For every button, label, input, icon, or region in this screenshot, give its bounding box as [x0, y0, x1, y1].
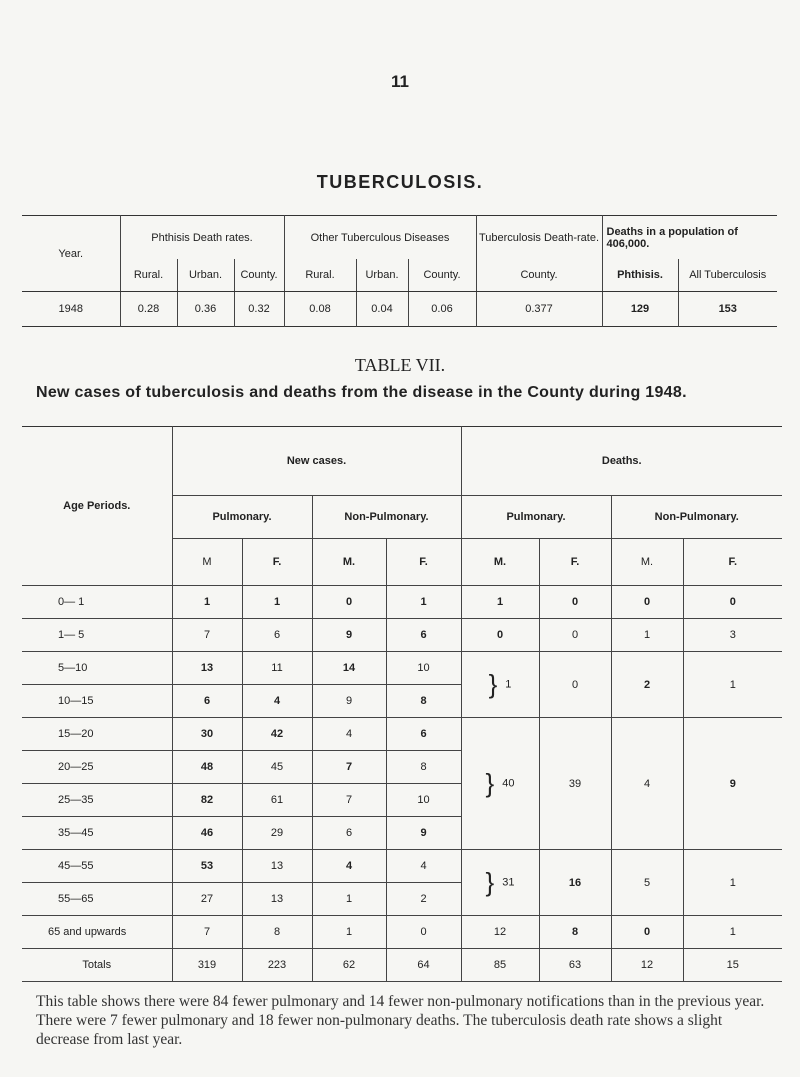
sex-header: F.: [683, 539, 782, 586]
grouped-cell: 4: [611, 718, 683, 850]
grouped-cell: } 31: [461, 850, 539, 916]
totals-label: Totals: [22, 949, 172, 982]
table-cell: 27: [172, 883, 242, 916]
table-cell: 1: [683, 916, 782, 949]
sub-header: Rural.: [284, 259, 356, 292]
table-cell: 12: [461, 916, 539, 949]
sub-header: County.: [408, 259, 476, 292]
page-number: 11: [391, 72, 409, 91]
age-cell: 35—45: [22, 817, 172, 850]
summary-paragraph: This table shows there were 84 fewer pulmonary and 14 fewer non-pulmonary notifications than in the previous year. There were 7 fewer pulmonary and 18 fewer non-pulmonary deaths. The tuberculosis death rate shows a slight decrease from last year.: [36, 993, 765, 1048]
year-header: Year.: [22, 216, 120, 292]
brace-icon: }: [485, 768, 495, 798]
table-cell: 11: [242, 652, 312, 685]
table-cell: 0: [611, 586, 683, 619]
table-cell: 319: [172, 949, 242, 982]
table-cell: 29: [242, 817, 312, 850]
table-cell: 13: [242, 850, 312, 883]
age-header: Age Periods.: [22, 427, 172, 586]
table-cell: 13: [172, 652, 242, 685]
table-cell: 0.04: [356, 292, 408, 327]
deaths-population-header: Deaths in a population of 406,000.: [606, 225, 738, 250]
table-cell: 0.36: [177, 292, 234, 327]
age-cell: 1— 5: [22, 619, 172, 652]
table-cell: 6: [386, 619, 461, 652]
sub-header: Rural.: [120, 259, 177, 292]
grouped-cell: 39: [539, 718, 611, 850]
table-cell: 0: [461, 619, 539, 652]
brace-icon: }: [485, 867, 495, 897]
sub-header: Urban.: [177, 259, 234, 292]
table-cell: 61: [242, 784, 312, 817]
table-cell: 1: [386, 586, 461, 619]
table-cell: 46: [172, 817, 242, 850]
table-row: [22, 619, 782, 652]
sub-header: All Tuberculosis: [678, 259, 777, 292]
year-cell: 1948: [22, 292, 120, 327]
table-cell: 0.08: [284, 292, 356, 327]
deaths-header: Deaths.: [461, 427, 782, 496]
totals-row: [22, 949, 782, 982]
new-cases-header: New cases.: [172, 427, 461, 496]
sub-header: County.: [476, 259, 602, 292]
table-cell: 0: [611, 916, 683, 949]
table-cell: 7: [172, 619, 242, 652]
table-cell: 1: [312, 916, 386, 949]
table-cell: 8: [242, 916, 312, 949]
table-cell: 4: [386, 850, 461, 883]
age-cell: 45—55: [22, 850, 172, 883]
table-cell: 6: [172, 685, 242, 718]
non-pulmonary-header: Non-Pulmonary.: [611, 496, 782, 539]
table-cell: 3: [683, 619, 782, 652]
page-title: TUBERCULOSIS.: [316, 172, 484, 192]
table-row: [22, 718, 782, 751]
table-cell: 1: [461, 586, 539, 619]
age-cell: 0— 1: [22, 586, 172, 619]
tb-rate-header: Tuberculosis Death-rate.: [476, 216, 602, 260]
table-cell: 8: [386, 685, 461, 718]
sex-header: M: [172, 539, 242, 586]
new-cases-deaths-table: [22, 426, 782, 982]
table-cell: 8: [539, 916, 611, 949]
table-cell: 7: [312, 784, 386, 817]
table-cell: 82: [172, 784, 242, 817]
sex-header: F.: [242, 539, 312, 586]
table-cell: 9: [312, 685, 386, 718]
table-cell: 223: [242, 949, 312, 982]
age-cell: 5—10: [22, 652, 172, 685]
table-cell: 63: [539, 949, 611, 982]
table-cell: 9: [312, 619, 386, 652]
table-cell: 0: [539, 619, 611, 652]
age-cell: 15—20: [22, 718, 172, 751]
table-cell: 7: [312, 751, 386, 784]
table-cell: 129: [602, 292, 678, 327]
sub-header: Urban.: [356, 259, 408, 292]
table-cell: 2: [386, 883, 461, 916]
age-cell: 55—65: [22, 883, 172, 916]
table-cell: 53: [172, 850, 242, 883]
table-cell: 13: [242, 883, 312, 916]
sub-header: County.: [234, 259, 284, 292]
pulmonary-header: Pulmonary.: [172, 496, 312, 539]
age-cell: 10—15: [22, 685, 172, 718]
table-cell: 8: [386, 751, 461, 784]
table-cell: 1: [611, 619, 683, 652]
table-cell: 64: [386, 949, 461, 982]
grouped-cell: } 40: [461, 718, 539, 850]
sex-header: F.: [539, 539, 611, 586]
table-row: [22, 850, 782, 883]
table-cell: 0: [683, 586, 782, 619]
table-cell: 62: [312, 949, 386, 982]
table-cell: 6: [242, 619, 312, 652]
table-cell: 4: [312, 718, 386, 751]
table-cell: 153: [718, 303, 737, 315]
brace-icon: }: [488, 669, 498, 699]
grouped-cell: 9: [683, 718, 782, 850]
table-cell: 10: [386, 784, 461, 817]
table-cell: 4: [312, 850, 386, 883]
sex-header: M.: [461, 539, 539, 586]
table-cell: 45: [242, 751, 312, 784]
table-cell: 48: [172, 751, 242, 784]
table-cell: 0.06: [408, 292, 476, 327]
table-cell: 14: [312, 652, 386, 685]
table-row: [22, 916, 782, 949]
table-cell: 1: [312, 883, 386, 916]
table-row: [22, 652, 782, 685]
table-cell: 1: [242, 586, 312, 619]
table-cell: 12: [611, 949, 683, 982]
grouped-cell: 16: [539, 850, 611, 916]
table-row: [22, 292, 777, 327]
tb-death-rate-table: [22, 215, 777, 327]
age-cell: 65 and upwards: [22, 916, 172, 949]
table-cell: 10: [386, 652, 461, 685]
table-title: New cases of tuberculosis and deaths from the disease in the County during 1948.: [36, 384, 687, 401]
table-cell: 85: [461, 949, 539, 982]
table-cell: 30: [172, 718, 242, 751]
table-cell: 4: [242, 685, 312, 718]
table-cell: 0.377: [476, 292, 602, 327]
age-cell: 25—35: [22, 784, 172, 817]
table-cell: 7: [172, 916, 242, 949]
grouped-cell: 5: [611, 850, 683, 916]
table-cell: 6: [312, 817, 386, 850]
age-cell: 20—25: [22, 751, 172, 784]
other-tb-header: Other Tuberculous Diseases: [284, 216, 476, 260]
table-cell: 0.28: [120, 292, 177, 327]
phthisis-header: Phthisis Death rates.: [120, 216, 284, 260]
grouped-cell: 1: [683, 652, 782, 718]
table-cell: 0: [312, 586, 386, 619]
sex-header: F.: [386, 539, 461, 586]
table-cell: 0: [386, 916, 461, 949]
table-cell: 9: [386, 817, 461, 850]
sub-header: Phthisis.: [602, 259, 678, 292]
grouped-cell: 0: [539, 652, 611, 718]
table-cell: 0: [539, 586, 611, 619]
table-label: TABLE VII.: [354, 355, 446, 375]
sex-header: M.: [611, 539, 683, 586]
non-pulmonary-header: Non-Pulmonary.: [312, 496, 461, 539]
table-cell: 1: [172, 586, 242, 619]
grouped-cell: } 1: [461, 652, 539, 718]
pulmonary-header: Pulmonary.: [461, 496, 611, 539]
table-cell: 0.32: [234, 292, 284, 327]
table-cell: 6: [386, 718, 461, 751]
table-row: [22, 586, 782, 619]
sex-header: M.: [312, 539, 386, 586]
table-cell: 15: [683, 949, 782, 982]
table-cell: 42: [242, 718, 312, 751]
grouped-cell: 2: [611, 652, 683, 718]
grouped-cell: 1: [683, 850, 782, 916]
